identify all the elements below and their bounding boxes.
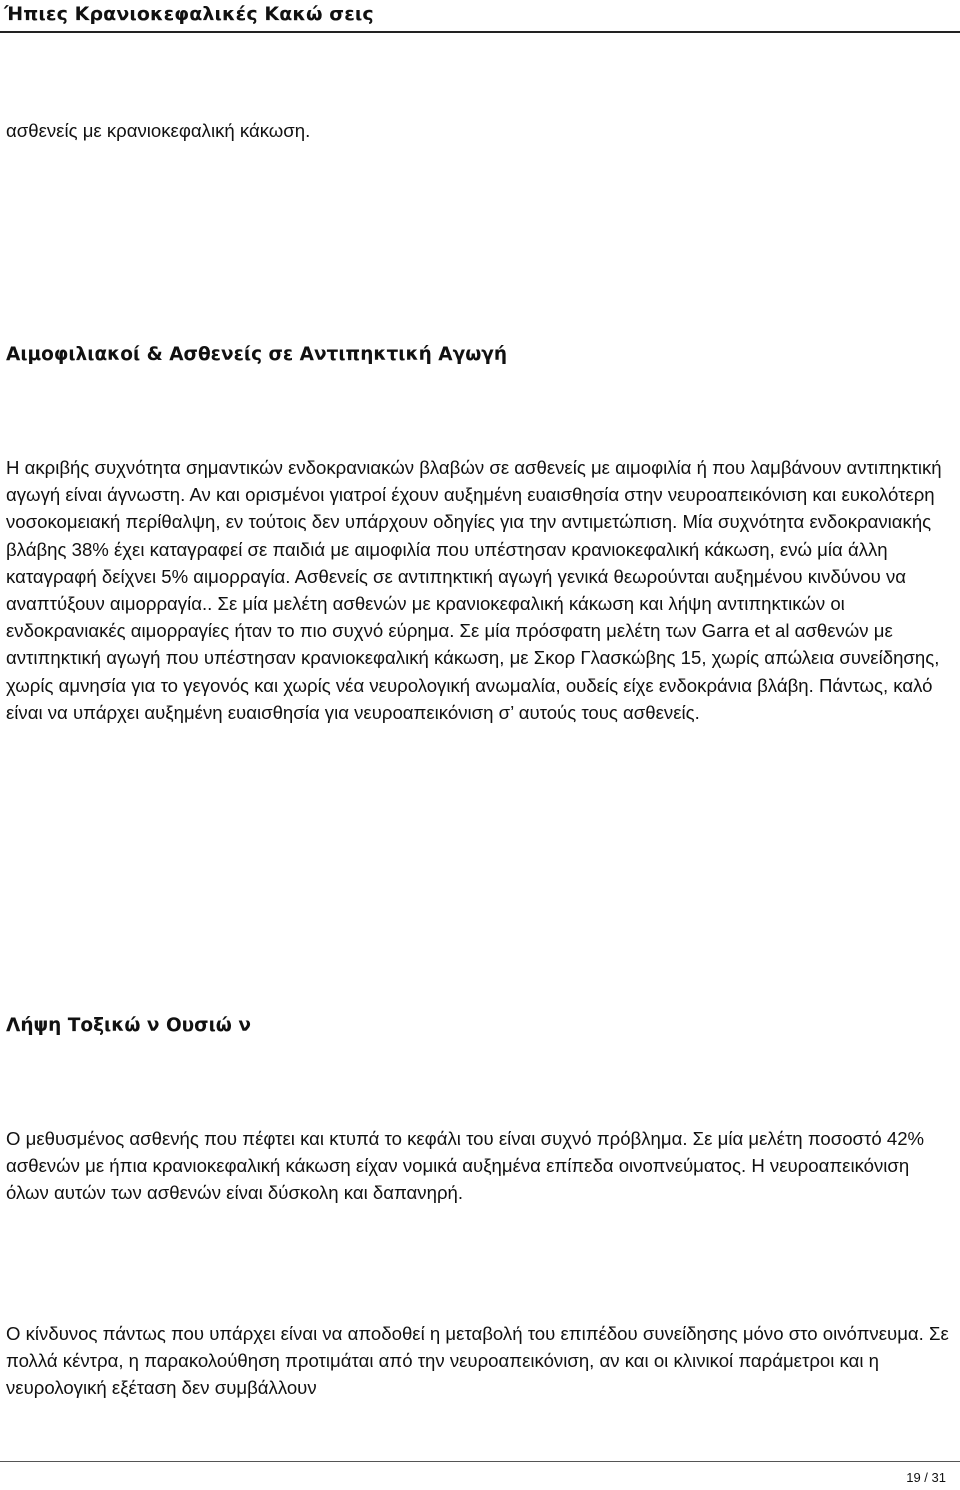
footer-divider — [0, 1461, 960, 1462]
paragraph-alcohol-2: Ο κίνδυνος πάντως που υπάρχει είναι να αποδοθεί η μεταβολή του επιπέδου συνείδησης μόνο στο οινόπνευμα. Σε πολλά κέντρα, η παρακολούθηση προτιμάται από την νευροαπεικόνιση, αν και οι κλινικοί παράμετροι και η νευρολογική εξέταση δεν συμβάλλουν — [6, 1323, 949, 1399]
section-heading-toxic-substances: Λήψη Τοξικώ ν Ουσιώ ν — [6, 1015, 251, 1036]
section-heading-anticoagulant: Αιμοφιλιακοί & Ασθενείς σε Αντιπηκτική Αγωγή — [6, 344, 508, 365]
page-header — [0, 0, 960, 38]
paragraph-alcohol-1: Ο μεθυσμένος ασθενής που πέφτει και κτυπά το κεφάλι του είναι συχνό πρόβλημα. Σε μία μελέτη ποσοστό 42% ασθενών με ήπια κρανιοκεφαλική κάκωση είχαν νομικά αυξημένα επίπεδα οινοπνεύματος. Η νευροαπεικόνιση όλων αυτών των ασθενών είναι δύσκολη και δαπανηρή. — [6, 1128, 925, 1204]
document-title: Ήπιες Κρανιοκεφαλικές Κακώ σεις — [4, 3, 374, 25]
paragraph-anticoagulant: Η ακριβής συχνότητα σημαντικών ενδοκρανιακών βλαβών σε ασθενείς με αιμοφιλία ή που λαμβάνουν αντιπηκτική αγωγή είναι άγνωστη. Αν και ορισμένοι γιατροί έχουν αυξημένη ευαισθησία στην νευροαπεικόνιση και ευκολότερη νοσοκομειακή περίθαλψη, εν τούτοις δεν υπάρχουν οδηγίες για την αντιμετώπιση. Μία συχνότητα ενδοκρανιακής βλάβης 38% έχει καταγραφεί σε παιδιά με αιμοφιλία που υπέστησαν κρανιοκεφαλική κάκωση, ενώ μία άλλη καταγραφή δείχνει 5% αιμορραγία. Ασθενείς σε αντιπηκτική αγωγή γενικά θεωρούνται αυξημένου κινδύνου να αναπτύξουν αιμορραγία.. Σε μία μελέτη ασθενών με κρανιοκεφαλική κάκωση και λήψη αντιπηκτικών οι ενδοκρανιακές αιμορραγίες ήταν το πιο συχνό εύρημα. Σε μία πρόσφατη μελέτη των Garra et al ασθενών με αντιπηκτική αγωγή που υπέστησαν κρανιοκεφαλική κάκωση, με Σκορ Γλασκώβης 15, χωρίς απώλεια συνείδησης, χωρίς αμνησία για το γεγονός και χωρίς νέα νευρολογική ανωμαλία, ουδείς είχε ενδοκράνια βλάβη. Πάντως, καλό είναι να υπάρχει αυξημένη ευαισθησία για νευροαπεικόνιση σ’ αυτούς τους ασθενείς. — [6, 457, 942, 723]
header-divider — [0, 31, 960, 33]
intro-text: ασθενείς με κρανιοκεφαλική κάκωση. — [6, 120, 311, 141]
page-number: 19 / 31 — [906, 1470, 946, 1485]
